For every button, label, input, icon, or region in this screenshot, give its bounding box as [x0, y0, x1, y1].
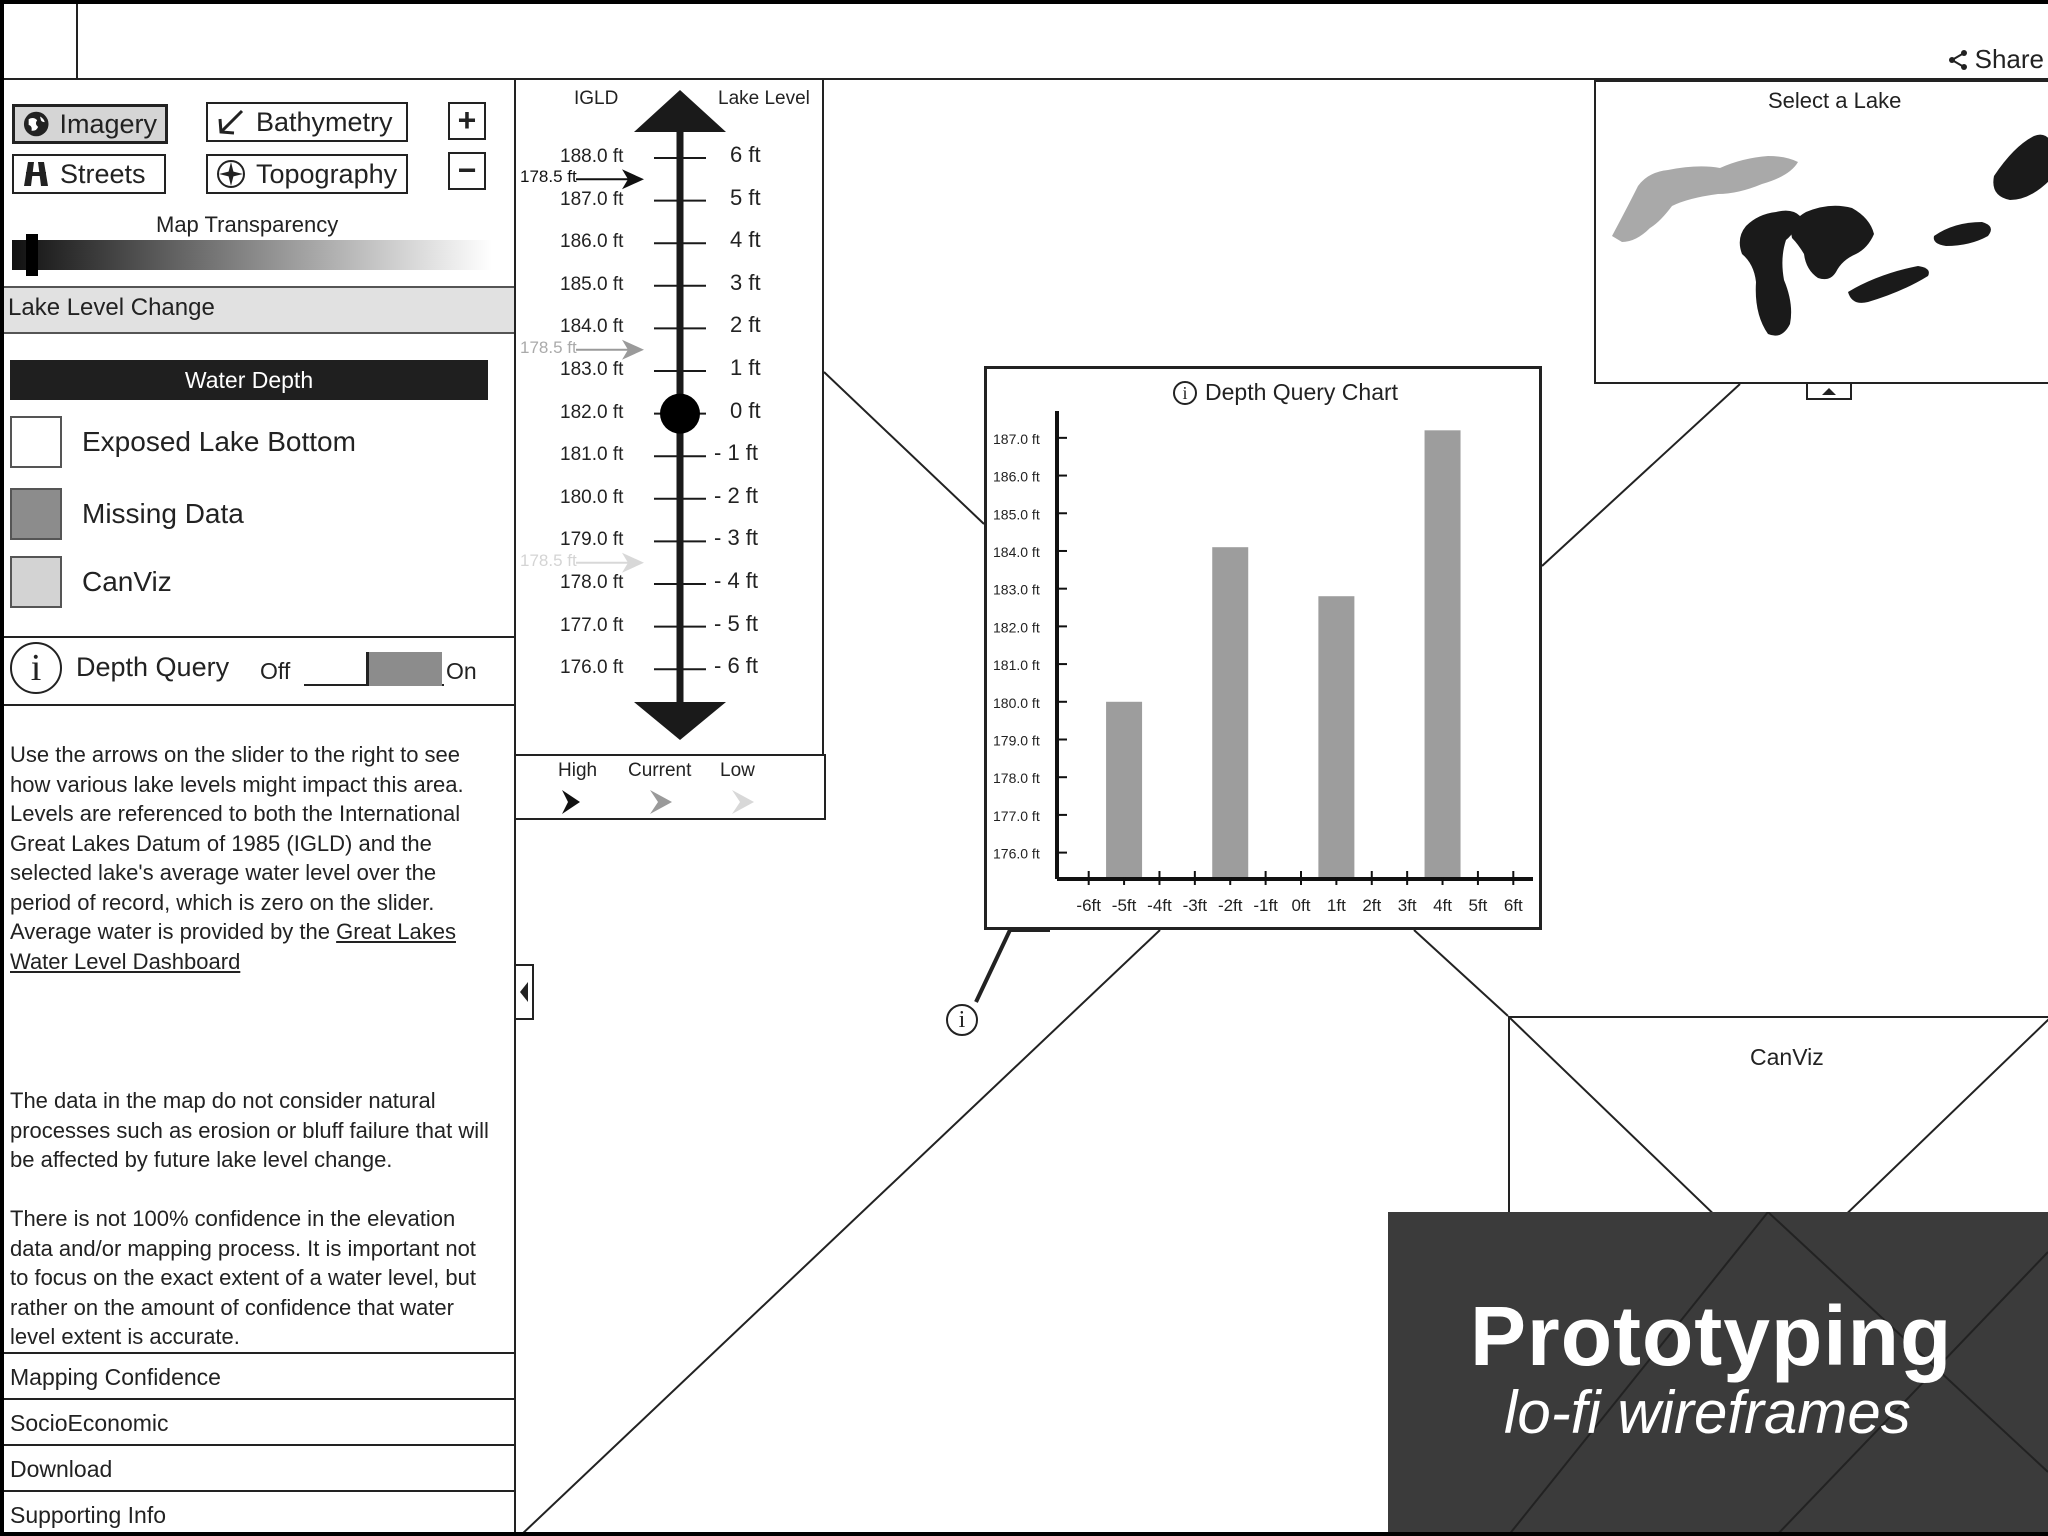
dashboard-link[interactable]: Great Lakes Water Level Dashboard [10, 919, 456, 974]
y-tick-label: 180.0 ft [993, 694, 1040, 711]
lake-level-change-header[interactable]: Lake Level Change [4, 286, 514, 334]
level-tick-label: 0 ft [730, 397, 761, 423]
zoom-out-button[interactable]: − [448, 152, 486, 190]
nav-mapping-confidence[interactable]: Mapping Confidence [4, 1352, 514, 1399]
legend-arrows [516, 786, 816, 820]
bathymetry-label: Bathymetry [256, 106, 393, 137]
instructions-text: Use the arrows on the slider to the right to see how various lake levels might impact this area. Levels are referenced to both the International Great Lakes Datum of 1985 (IGLD) and the selected lake's average water level over the period of record, which is zero on the slider. Average water is provided by the [10, 742, 464, 944]
globe-icon [23, 110, 49, 138]
high-arrow-icon [562, 790, 580, 814]
legend-label-missing: Missing Data [82, 498, 244, 529]
streets-label: Streets [60, 158, 146, 189]
igld-tick-label: 183.0 ft [560, 359, 624, 380]
left-panel [4, 80, 516, 1536]
info-icon: i [1173, 381, 1197, 405]
chevron-left-icon [516, 966, 532, 1018]
igld-tick-label: 176.0 ft [560, 657, 624, 679]
y-tick-label: 176.0 ft [993, 845, 1040, 862]
streets-button[interactable] [12, 154, 166, 194]
igld-title: IGLD [574, 88, 619, 109]
great-lakes-map [1596, 116, 2048, 346]
slider-up-arrow[interactable] [634, 90, 726, 132]
lake-level-title: Lake Level [718, 88, 810, 109]
igld-tick-label: 180.0 ft [560, 486, 624, 508]
chart-bar [1318, 596, 1354, 877]
depth-query-chart [987, 369, 1539, 927]
nav-download[interactable]: Download [4, 1444, 514, 1491]
igld-tick-label: 187.0 ft [560, 188, 624, 210]
y-tick-label: 185.0 ft [993, 506, 1040, 523]
level-tick-label: 6 ft [730, 142, 761, 167]
igld-tick-label: 179.0 ft [560, 529, 624, 551]
x-tick-label: 4ft [1433, 896, 1452, 915]
topography-label: Topography [256, 158, 398, 189]
lake-huron[interactable] [1791, 206, 1874, 279]
share-icon [1947, 49, 1969, 71]
x-tick-label: 1ft [1326, 896, 1346, 915]
arrow-diagonal-icon [216, 107, 246, 137]
x-tick-label: 3ft [1397, 896, 1417, 915]
current-arrow-icon [650, 790, 672, 814]
select-lake-panel [1594, 80, 2048, 384]
legend-swatch-missing [10, 488, 62, 540]
legend-current-label: Current [628, 760, 692, 781]
level-tick-label: 4 ft [730, 227, 761, 253]
legend-item-canviz [10, 556, 172, 608]
top-bar [4, 4, 2048, 80]
legend-high-label: High [558, 760, 598, 781]
chart-bar [1425, 430, 1461, 877]
y-tick-label: 181.0 ft [993, 657, 1040, 674]
lake-ontario[interactable] [1934, 222, 1991, 246]
x-tick-label: 5ft [1468, 896, 1488, 915]
low-marker-label: 178.5 ft [520, 550, 577, 570]
level-tick-label: - 3 ft [714, 525, 759, 551]
transparency-slider[interactable] [12, 240, 492, 270]
level-tick-label: 3 ft [730, 269, 761, 295]
level-tick-label: - 1 ft [714, 440, 759, 466]
collapse-lake-panel-button[interactable] [1806, 382, 1852, 400]
level-tick-label: - 5 ft [714, 610, 759, 636]
depth-query-on-label: On [446, 658, 477, 684]
legend-low-label: Low [720, 760, 755, 781]
lake-level-slider-panel [516, 80, 824, 756]
depth-query-toggle[interactable] [304, 652, 444, 686]
lake-erie[interactable] [1848, 266, 1929, 303]
x-tick-label: -2ft [1217, 896, 1243, 915]
level-tick-label: 5 ft [730, 184, 761, 210]
y-tick-label: 187.0 ft [993, 430, 1040, 447]
igld-tick-label: 186.0 ft [560, 231, 624, 253]
legend-low [720, 760, 755, 782]
transparency-slider-thumb[interactable] [26, 234, 38, 276]
y-tick-label: 183.0 ft [993, 581, 1040, 598]
y-tick-label: 182.0 ft [993, 619, 1040, 636]
legend-item-exposed [10, 416, 356, 468]
popup-title-text: Depth Query Chart [1205, 379, 1399, 405]
instructions-paragraph [10, 740, 500, 976]
y-tick-label: 178.0 ft [993, 770, 1040, 787]
high-marker-label: 178.5 ft [520, 167, 577, 187]
igld-tick-label: 188.0 ft [560, 146, 624, 167]
water-depth-legend-title: Water Depth [10, 360, 488, 400]
x-tick-label: 2ft [1362, 896, 1382, 915]
share-label: Share [1974, 44, 2044, 74]
lake-michigan[interactable] [1740, 211, 1800, 336]
level-tick-label: 2 ft [730, 312, 761, 338]
x-tick-label: 0ft [1291, 896, 1311, 915]
road-icon [22, 160, 50, 188]
divider [4, 636, 514, 638]
canviz-title: CanViz [1746, 1044, 1828, 1071]
x-tick-label: -6ft [1076, 896, 1101, 915]
x-tick-label: 6ft [1503, 896, 1523, 915]
y-tick-label: 184.0 ft [993, 543, 1040, 560]
slider-down-arrow[interactable] [634, 702, 726, 740]
x-tick-label: -4ft [1147, 896, 1172, 915]
zoom-in-button[interactable]: + [448, 102, 486, 140]
level-tick-label: - 4 ft [714, 568, 759, 593]
topography-button[interactable] [206, 154, 408, 194]
x-tick-label: -5ft [1111, 896, 1137, 915]
nav-supporting-info[interactable]: Supporting Info [4, 1490, 514, 1536]
legend-label-exposed: Exposed Lake Bottom [82, 426, 356, 457]
map-info-icon[interactable]: i [946, 1004, 978, 1036]
depth-query-label: Depth Query [76, 652, 230, 682]
igld-tick-label: 181.0 ft [560, 444, 624, 466]
transparency-label: Map Transparency [156, 212, 339, 237]
depth-query-toggle-knob [366, 652, 442, 686]
legend-swatch-exposed [10, 416, 62, 468]
legend-swatch-canviz [10, 556, 62, 608]
legend-current [628, 760, 691, 782]
imagery-button[interactable] [12, 104, 168, 144]
erosion-note: The data in the map do not consider natural processes such as erosion or bluff failure that will be affected by future lake level change. [10, 1088, 489, 1172]
overlay-subtitle: lo-fi wireframes [1504, 1379, 1911, 1446]
igld-tick-label: 184.0 ft [560, 316, 624, 338]
confidence-note: There is not 100% confidence in the elevation data and/or mapping process. It is important not to focus on the exact extent of a water level, but rather on the amount of confidence that water level extent is accurate. [10, 1206, 476, 1349]
igld-tick-label: 178.0 ft [560, 572, 624, 593]
popup-pointer [964, 926, 1064, 1026]
chart-bar [1212, 547, 1248, 877]
depth-query-popup [984, 366, 1542, 930]
y-tick-label: 177.0 ft [993, 807, 1040, 824]
collapse-panel-button[interactable] [514, 964, 534, 1020]
legend-high [558, 760, 597, 782]
x-tick-label: -1ft [1253, 896, 1278, 915]
x-tick-label: -3ft [1182, 896, 1208, 915]
slider-legend [516, 754, 826, 820]
current-marker-label: 178.5 ft [520, 337, 577, 357]
igld-tick-label: 185.0 ft [560, 273, 624, 295]
imagery-label: Imagery [59, 108, 157, 139]
chevron-up-icon [1808, 384, 1850, 398]
y-tick-label: 186.0 ft [993, 468, 1040, 485]
legend-item-missing [10, 488, 244, 540]
overlay-title: Prototyping [1470, 1289, 1953, 1383]
depth-query-off-label: Off [260, 658, 291, 684]
y-tick-label: 179.0 ft [993, 732, 1040, 749]
compass-icon [216, 159, 246, 189]
nav-socioeconomic[interactable]: SocioEconomic [4, 1398, 514, 1445]
divider [4, 704, 514, 706]
igld-tick-label: 177.0 ft [560, 614, 624, 636]
bathymetry-button[interactable] [206, 102, 408, 142]
info-icon[interactable]: i [10, 642, 62, 694]
legend-label-canviz: CanViz [82, 566, 172, 597]
level-tick-label: - 6 ft [714, 653, 759, 679]
igld-tick-label: 182.0 ft [560, 401, 624, 423]
slider-knob[interactable] [660, 394, 700, 434]
share-button[interactable] [1947, 44, 2044, 75]
chart-bar [1106, 702, 1142, 877]
lake-partial [1993, 135, 2048, 200]
prototyping-overlay [1388, 1212, 2048, 1536]
level-tick-label: - 2 ft [714, 482, 759, 508]
level-tick-label: 1 ft [730, 355, 761, 380]
select-lake-title: Select a Lake [1768, 88, 1902, 113]
low-arrow-icon [732, 790, 754, 814]
logo-placeholder [4, 4, 78, 80]
